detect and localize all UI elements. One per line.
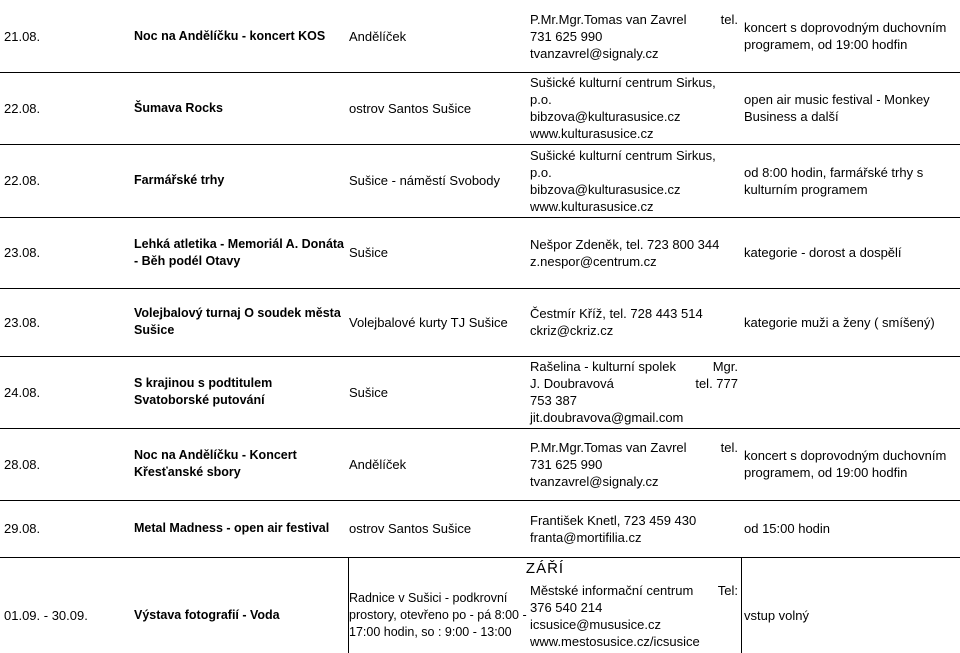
event-name: Výstava fotografií - Voda bbox=[134, 608, 280, 622]
event-date: 21.08. bbox=[4, 28, 41, 44]
contact-lines bbox=[530, 147, 738, 215]
event-contact bbox=[530, 500, 738, 557]
table-row bbox=[0, 72, 960, 145]
event-info: od 8:00 hodin, farmářské trhy s kulturním programem bbox=[744, 164, 924, 197]
contact-line: z.nespor@centrum.cz bbox=[530, 253, 657, 269]
contact-line-left: P.Mr.Mgr.Tomas van Zavrel bbox=[530, 11, 687, 27]
event-date: 24.08. bbox=[4, 384, 41, 400]
event-date: 29.08. bbox=[4, 521, 41, 536]
contact-line-right: Mgr. bbox=[712, 359, 738, 374]
event-place: Sušice bbox=[349, 245, 389, 260]
contact-line bbox=[530, 11, 738, 28]
event-info bbox=[744, 356, 956, 428]
contact-line-left: Městské informační centrum bbox=[530, 582, 694, 598]
event-info: koncert s doprovodným duchovním programem, od 19:00 hodfin bbox=[744, 448, 947, 480]
contact-line-right: tel. bbox=[720, 439, 738, 455]
contact-line: Nešpor Zdeněk, tel. 723 800 344 bbox=[530, 236, 720, 252]
contact-line: franta@mortifilia.cz bbox=[530, 529, 642, 545]
table-row bbox=[0, 144, 960, 218]
table-row bbox=[0, 356, 960, 429]
event-name: Lehká atletika - Memoriál A. Donáta - Běh podél Otavy bbox=[134, 236, 345, 268]
contact-line-left: J. Doubravová bbox=[530, 376, 614, 391]
event-place: Andělíček bbox=[349, 28, 407, 44]
contact-line: 731 625 990 bbox=[530, 28, 603, 44]
event-contact bbox=[530, 72, 738, 144]
contact-lines bbox=[530, 512, 738, 546]
event-name: Volejbalový turnaj O soudek města Sušice bbox=[134, 306, 341, 337]
event-name: Noc na Andělíčku - koncert KOS bbox=[134, 28, 326, 43]
event-place: ostrov Santos Sušice bbox=[349, 100, 472, 116]
event-place: ostrov Santos Sušice bbox=[349, 521, 472, 536]
event-place: Sušice - náměstí Svobody bbox=[349, 173, 501, 188]
event-date: 28.08. bbox=[4, 456, 41, 472]
contact-line: tvanzavrel@signaly.cz bbox=[530, 473, 659, 489]
event-name: Šumava Rocks bbox=[134, 100, 223, 115]
contact-line: bibzova@kulturasusice.cz bbox=[530, 109, 681, 124]
table-row bbox=[0, 500, 960, 558]
event-date: 23.08. bbox=[4, 245, 41, 260]
contact-lines bbox=[530, 236, 738, 270]
contact-line: Sušické kulturní centrum Sirkus, p.o. bbox=[530, 147, 716, 180]
contact-line: www.kulturasusice.cz bbox=[530, 198, 654, 214]
contact-line-right: Tel: bbox=[717, 582, 738, 598]
event-info: open air music festival - Monkey Business a další bbox=[744, 92, 930, 124]
column-divider bbox=[741, 578, 742, 653]
contact-line: bibzova@kulturasusice.cz bbox=[530, 181, 681, 197]
contact-lines bbox=[530, 358, 738, 426]
event-contact bbox=[530, 0, 738, 72]
event-date: 23.08. bbox=[4, 314, 41, 330]
contact-line: www.kulturasusice.cz bbox=[530, 126, 654, 141]
event-place: Andělíček bbox=[349, 456, 407, 472]
contact-line: František Knetl, 723 459 430 bbox=[530, 512, 697, 528]
contact-lines bbox=[530, 305, 738, 339]
contact-line: 731 625 990 bbox=[530, 456, 603, 472]
contact-line-right: tel. 777 bbox=[695, 376, 738, 391]
contact-line: 753 387 bbox=[530, 393, 577, 408]
event-contact bbox=[530, 217, 738, 288]
contact-lines bbox=[530, 439, 738, 490]
event-info: kategorie muži a ženy ( smíšený) bbox=[744, 314, 935, 330]
contact-lines bbox=[530, 11, 738, 62]
event-info: od 15:00 hodin bbox=[744, 521, 831, 536]
event-place: Sušice bbox=[349, 384, 389, 400]
contact-line: jit.doubravova@gmail.com bbox=[530, 410, 684, 425]
table-row bbox=[0, 217, 960, 289]
event-info: vstup volný bbox=[744, 608, 810, 623]
contact-lines bbox=[530, 582, 738, 650]
event-contact bbox=[530, 288, 738, 356]
contact-line-right: tel. bbox=[720, 11, 738, 27]
event-name: Metal Madness - open air festival bbox=[134, 521, 330, 535]
event-name: Farmářské trhy bbox=[134, 173, 225, 187]
event-date: 22.08. bbox=[4, 173, 41, 188]
event-name: Noc na Andělíčku - Koncert Křesťanské sbory bbox=[134, 448, 297, 479]
table-row bbox=[0, 0, 960, 73]
contact-line: Sušické kulturní centrum Sirkus, p.o. bbox=[530, 75, 716, 107]
contact-line bbox=[530, 375, 738, 392]
event-contact bbox=[530, 356, 738, 428]
contact-line: tvanzavrel@signaly.cz bbox=[530, 45, 659, 61]
month-header: ZÁŘÍ bbox=[348, 557, 742, 579]
contact-line: www.mestosusice.cz/icsusice bbox=[530, 633, 700, 649]
event-contact bbox=[530, 578, 738, 653]
contact-line bbox=[530, 358, 738, 375]
event-place: Volejbalové kurty TJ Sušice bbox=[349, 314, 508, 330]
contact-line: icsusice@mususice.cz bbox=[530, 616, 661, 632]
event-contact bbox=[530, 144, 738, 217]
event-date: 22.08. bbox=[4, 100, 41, 116]
event-name: S krajinou s podtitulem Svatoborské putování bbox=[134, 376, 273, 407]
table-row bbox=[0, 288, 960, 357]
contact-line bbox=[530, 582, 738, 599]
contact-line: ckriz@ckriz.cz bbox=[530, 323, 614, 338]
event-place: Radnice v Sušici - podkrovní prostory, otevřeno po - pá 8:00 - 17:00 hodin, so : 9:00 - 13:00 bbox=[349, 591, 527, 639]
event-date: 01.09. - 30.09. bbox=[4, 608, 88, 623]
event-info: koncert s doprovodným duchovním programem, od 19:00 hodfin bbox=[744, 20, 947, 52]
event-contact bbox=[530, 428, 738, 500]
contact-line-left: Rašelina - kulturní spolek bbox=[530, 359, 676, 374]
contact-line bbox=[530, 439, 738, 456]
contact-line: 376 540 214 bbox=[530, 599, 603, 615]
contact-lines bbox=[530, 74, 738, 142]
column-divider bbox=[348, 578, 349, 653]
event-info: kategorie - dorost a dospělí bbox=[744, 245, 902, 260]
table-row bbox=[0, 578, 960, 653]
table-row bbox=[0, 428, 960, 501]
contact-line: Čestmír Kříž, tel. 728 443 514 bbox=[530, 306, 703, 321]
contact-line-left: P.Mr.Mgr.Tomas van Zavrel bbox=[530, 439, 687, 455]
